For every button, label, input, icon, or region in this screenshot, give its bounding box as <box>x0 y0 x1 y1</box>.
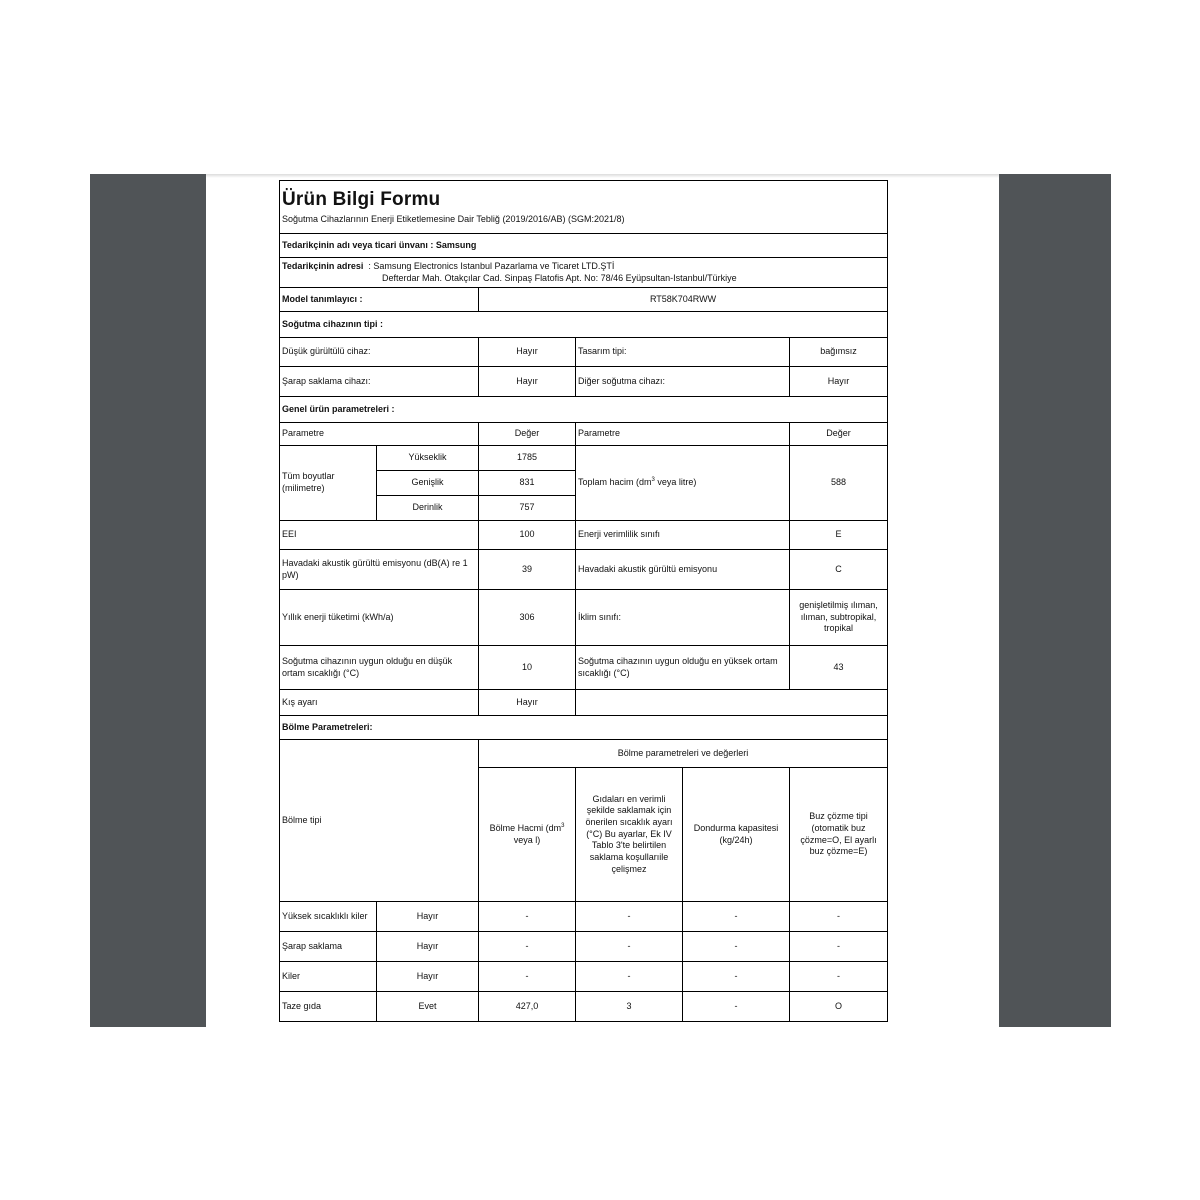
compartments-heading-row <box>280 716 888 740</box>
compartment-type-header: Bölme tipi <box>280 740 479 902</box>
compartment-defrost: O <box>790 992 888 1022</box>
supplier-address <box>280 258 888 288</box>
other-appliance-value: Hayır <box>790 367 888 397</box>
noise-class-label: Havadaki akustik gürültü emisyonu <box>576 550 790 590</box>
compartment-temp: 3 <box>576 992 683 1022</box>
compartments-heading: Bölme Parametreleri: <box>280 716 888 740</box>
width-label: Genişlik <box>377 471 479 496</box>
supplier-address-label: Tedarikçinin adresi <box>282 260 364 271</box>
winter-row <box>280 690 888 716</box>
energy-class-label: Enerji verimlilik sınıfı <box>576 521 790 550</box>
compartment-temp: - <box>576 962 683 992</box>
compartment-defrost: - <box>790 902 888 932</box>
compartment-temp-header: Gıdaları en verimli şekilde saklamak için önerilen sıcaklık ayarı (°C) Bu ayarlar, Ek IV Tablo 3'te belirtilen saklama koşullarıile çelişmez <box>576 768 683 902</box>
wine-storage-value: Hayır <box>479 367 576 397</box>
compartment-freeze: - <box>683 992 790 1022</box>
compartment-row <box>280 932 888 962</box>
param-header-right: Parametre <box>576 423 790 446</box>
compartment-present: Hayır <box>377 962 479 992</box>
min-temp-value: 10 <box>479 646 576 690</box>
total-volume-value: 588 <box>790 446 888 521</box>
compartment-volume-header-pre: Bölme Hacmi (dm <box>489 822 562 833</box>
winter-empty <box>576 690 888 716</box>
form-title: Ürün Bilgi Formu <box>282 188 441 210</box>
compartment-present: Hayır <box>377 902 479 932</box>
width-value: 831 <box>479 471 576 496</box>
compartment-defrost: - <box>790 932 888 962</box>
compartment-freeze: - <box>683 962 790 992</box>
compartment-volume: - <box>479 962 576 992</box>
supplier-address-line1: : Samsung Electronics Istanbul Pazarlama ve Ticaret LTD.ŞTİ <box>368 260 615 271</box>
document-page <box>206 174 999 1027</box>
supplier-name: Tedarikçinin adı veya ticari ünvanı : Samsung <box>280 234 888 258</box>
depth-label: Derinlik <box>377 496 479 521</box>
energy-class-value: E <box>790 521 888 550</box>
general-header-row <box>280 423 888 446</box>
compartment-temp: - <box>576 932 683 962</box>
depth-value: 757 <box>479 496 576 521</box>
max-temp-value: 43 <box>790 646 888 690</box>
height-value: 1785 <box>479 446 576 471</box>
supplier-name-row <box>280 234 888 258</box>
annual-energy-row <box>280 590 888 646</box>
compartment-defrost: - <box>790 962 888 992</box>
compartment-volume: - <box>479 932 576 962</box>
climate-class-value: genişletilmiş ılıman, ılıman, subtropikal, tropikal <box>790 590 888 646</box>
compartment-params-header: Bölme parametreleri ve değerleri <box>479 740 888 768</box>
compartment-row <box>280 992 888 1022</box>
document-viewer <box>90 174 1111 1027</box>
noise-row <box>280 550 888 590</box>
total-volume-label-sup: 3 <box>651 477 655 484</box>
design-type-value: bağımsız <box>790 338 888 367</box>
total-volume-label <box>576 446 790 521</box>
model-row <box>280 288 888 312</box>
max-temp-label: Soğutma cihazının uygun olduğu en yüksek ortam sıcaklığı (°C) <box>576 646 790 690</box>
compartment-freeze: - <box>683 902 790 932</box>
compartment-temp: - <box>576 902 683 932</box>
compartment-row <box>280 962 888 992</box>
value-header-left: Değer <box>479 423 576 446</box>
design-type-label: Tasarım tipi: <box>576 338 790 367</box>
compartment-type: Taze gıda <box>280 992 377 1022</box>
compartment-type: Şarap saklama <box>280 932 377 962</box>
compartment-present: Hayır <box>377 932 479 962</box>
param-header-left: Parametre <box>280 423 479 446</box>
compartment-row <box>280 902 888 932</box>
appliance-type-row-2 <box>280 367 888 397</box>
compartment-type: Yüksek sıcaklıklı kiler <box>280 902 377 932</box>
low-noise-label: Düşük gürültülü cihaz: <box>280 338 479 367</box>
general-heading: Genel ürün parametreleri : <box>280 397 888 423</box>
annual-energy-value: 306 <box>479 590 576 646</box>
compartment-volume: 427,0 <box>479 992 576 1022</box>
noise-class-value: C <box>790 550 888 590</box>
annual-energy-label: Yıllık enerji tüketimi (kWh/a) <box>280 590 479 646</box>
compartment-volume: - <box>479 902 576 932</box>
min-temp-label: Soğutma cihazının uygun olduğu en düşük ortam sıcaklığı (°C) <box>280 646 479 690</box>
compartment-defrost-header: Buz çözme tipi (otomatik buz çözme=O, El ayarlı buz çözme=E) <box>790 768 888 902</box>
noise-value: 39 <box>479 550 576 590</box>
product-info-form <box>279 180 888 1022</box>
page-top-shadow <box>206 174 999 178</box>
appliance-type-row-1 <box>280 338 888 367</box>
winter-value: Hayır <box>479 690 576 716</box>
dimensions-row-height <box>280 446 888 471</box>
supplier-address-line2: Defterdar Mah. Otakçılar Cad. Sinpaş Flatofis Apt. No: 78/46 Eyüpsultan-Istanbul/Türkiye <box>382 272 737 283</box>
compartment-volume-header-sup: 3 <box>561 822 565 829</box>
climate-class-label: İklim sınıfı: <box>576 590 790 646</box>
other-appliance-label: Diğer soğutma cihazı: <box>576 367 790 397</box>
compartment-freeze: - <box>683 932 790 962</box>
model-label: Model tanımlayıcı : <box>280 288 479 312</box>
compartments-header-row-1 <box>280 740 888 768</box>
appliance-type-heading: Soğutma cihazının tipi : <box>280 312 888 338</box>
model-value: RT58K704RWW <box>479 288 888 312</box>
form-subtitle: Soğutma Cihazlarının Enerji Etiketlemesine Dair Tebliğ (2019/2016/AB) (SGM:2021/8) <box>282 213 625 224</box>
supplier-address-row <box>280 258 888 288</box>
eei-label: EEI <box>280 521 479 550</box>
compartment-volume-header-post: veya l) <box>513 834 541 845</box>
noise-label: Havadaki akustik gürültü emisyonu (dB(A) re 1 pW) <box>280 550 479 590</box>
winter-label: Kış ayarı <box>280 690 479 716</box>
eei-value: 100 <box>479 521 576 550</box>
general-heading-row <box>280 397 888 423</box>
compartment-volume-header <box>479 768 576 902</box>
compartment-type: Kiler <box>280 962 377 992</box>
wine-storage-label: Şarap saklama cihazı: <box>280 367 479 397</box>
compartment-freeze-header: Dondurma kapasitesi (kg/24h) <box>683 768 790 902</box>
total-volume-label-pre: Toplam hacim (dm <box>578 477 652 488</box>
value-header-right: Değer <box>790 423 888 446</box>
appliance-type-heading-row <box>280 312 888 338</box>
form-header-row <box>280 181 888 234</box>
height-label: Yükseklik <box>377 446 479 471</box>
low-noise-value: Hayır <box>479 338 576 367</box>
dimensions-label: Tüm boyutlar (milimetre) <box>280 446 377 521</box>
ambient-temp-row <box>280 646 888 690</box>
total-volume-label-post: veya litre) <box>654 477 697 488</box>
compartment-present: Evet <box>377 992 479 1022</box>
form-header <box>280 181 888 234</box>
eei-row <box>280 521 888 550</box>
